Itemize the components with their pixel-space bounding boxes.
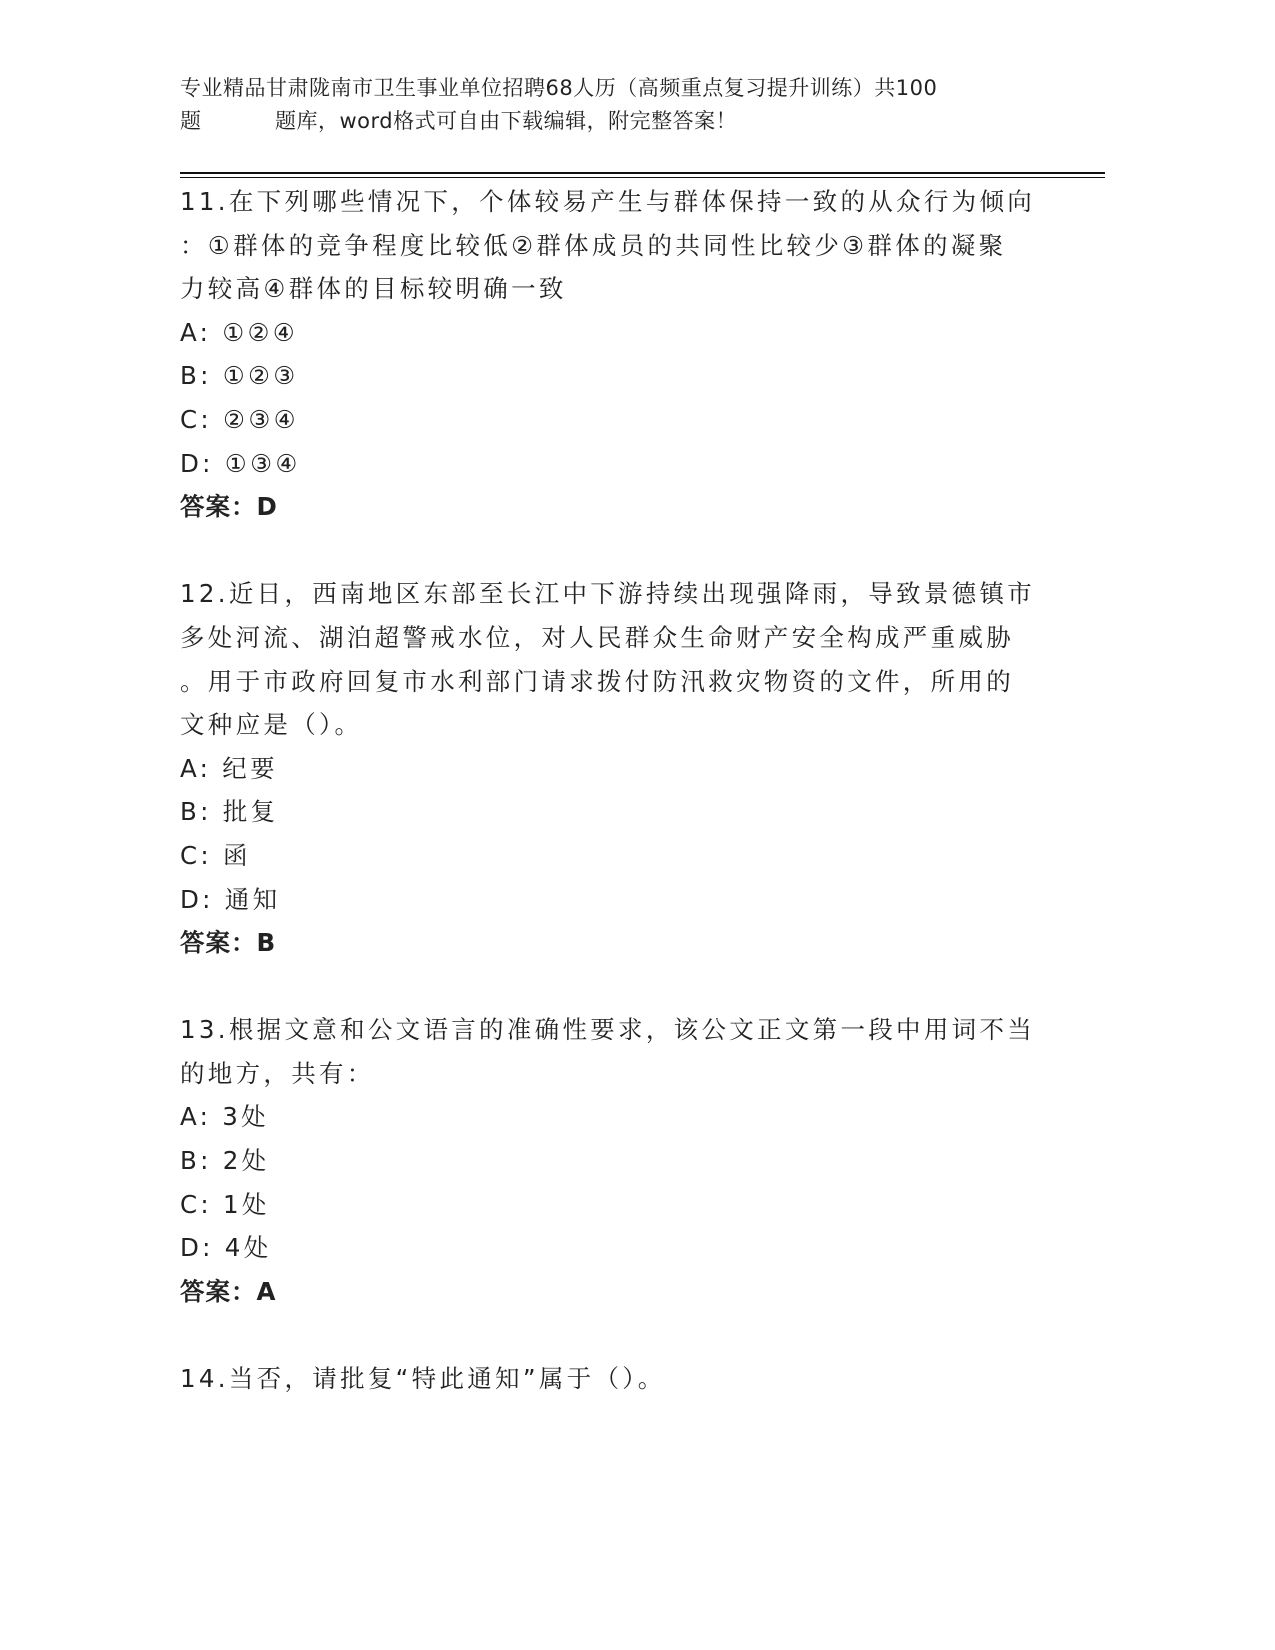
question-text-line: 的地方，共有： bbox=[180, 1058, 375, 1088]
question-block bbox=[180, 1008, 1080, 1313]
answer-option: D: 通知 bbox=[180, 884, 281, 914]
question-text-line: 文种应是（）。 bbox=[180, 710, 363, 740]
question-text-line: 。用于市政府回复市水利部门请求拨付防汛救灾物资的文件，所用的 bbox=[180, 666, 1014, 696]
answer-option: D: ①③④ bbox=[180, 448, 301, 478]
answer-option: B: ①②③ bbox=[180, 361, 299, 391]
answer-option: A: 3处 bbox=[180, 1102, 269, 1132]
answer-option: A: 纪要 bbox=[180, 753, 278, 783]
header-line-2b: 题库，word格式可自由下载编辑，附完整答案！ bbox=[275, 109, 738, 133]
answer-option: C: 1处 bbox=[180, 1189, 270, 1219]
header-divider-thin bbox=[180, 177, 1105, 178]
question-text-line: 13.根据文意和公文语言的准确性要求，该公文正文第一段中用词不当 bbox=[180, 1015, 1036, 1045]
question-text-line: 力较高④群体的目标较明确一致 bbox=[180, 274, 567, 304]
question-block bbox=[180, 572, 1080, 964]
spacer bbox=[180, 1313, 1080, 1357]
answer-option: B: 2处 bbox=[180, 1146, 270, 1176]
question-text-line: 11.在下列哪些情况下，个体较易产生与群体保持一致的从众行为倾向 bbox=[180, 187, 1036, 216]
question-block bbox=[180, 1357, 1080, 1401]
answer-option: D: 4处 bbox=[180, 1233, 272, 1263]
header-line-2 bbox=[180, 105, 1040, 138]
question-text-line: ：①群体的竞争程度比较低②群体成员的共同性比较少③群体的凝聚 bbox=[180, 230, 1007, 260]
document-header bbox=[180, 72, 1040, 138]
question-block bbox=[180, 180, 1080, 529]
spacer bbox=[180, 529, 1080, 573]
answer-option: C: 函 bbox=[180, 840, 251, 870]
header-line-2a: 题 bbox=[180, 109, 202, 133]
spacer bbox=[180, 965, 1080, 1009]
answer-key: 答案：A bbox=[180, 1276, 277, 1306]
answer-key: 答案：D bbox=[180, 492, 278, 522]
question-text-line: 多处河流、湖泊超警戒水位，对人民群众生命财产安全构成严重威胁 bbox=[180, 622, 1014, 652]
answer-key: 答案：B bbox=[180, 928, 277, 958]
answer-option: A: ①②④ bbox=[180, 317, 299, 347]
question-text-line: 14.当否，请批复“特此通知”属于（）。 bbox=[180, 1364, 666, 1394]
question-list bbox=[180, 180, 1080, 1401]
question-text-line: 12.近日，西南地区东部至长江中下游持续出现强降雨，导致景德镇市 bbox=[180, 579, 1036, 609]
answer-option: C: ②③④ bbox=[180, 404, 299, 434]
header-line-1: 专业精品甘肃陇南市卫生事业单位招聘68人历（高频重点复习提升训练）共100 bbox=[180, 76, 938, 100]
answer-option: B: 批复 bbox=[180, 797, 279, 827]
header-divider bbox=[180, 172, 1105, 174]
